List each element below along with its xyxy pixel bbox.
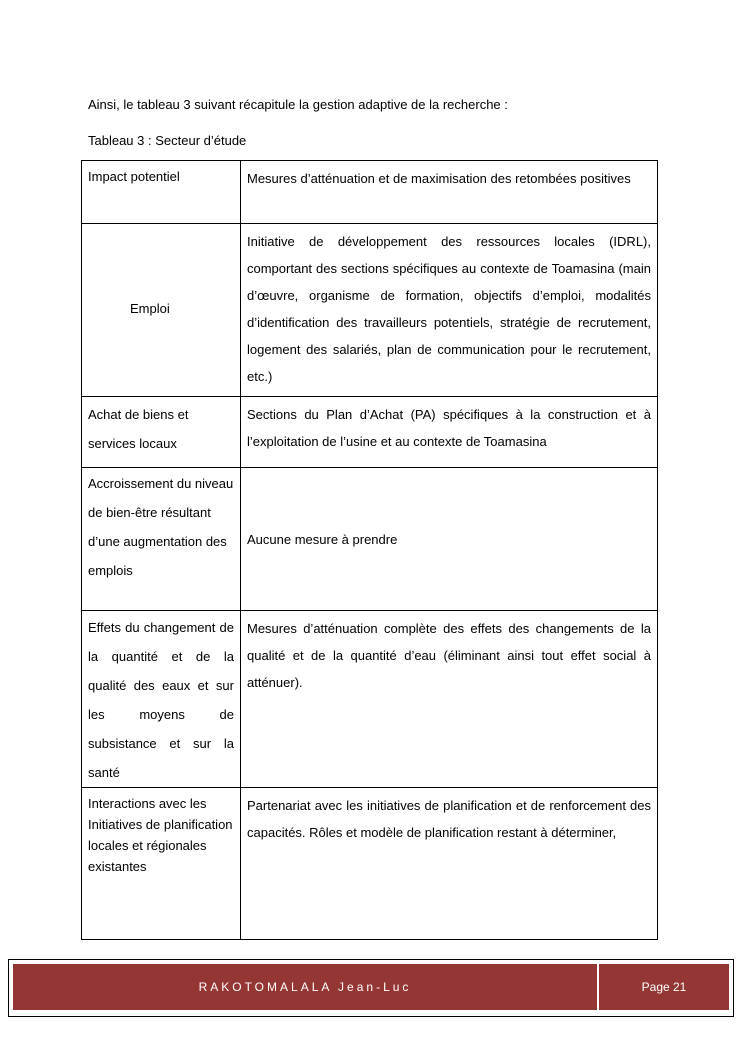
footer-page-number: Page 21 [599,964,729,1010]
row-bienetre-measure-text: Aucune mesure à prendre [247,531,398,547]
row-achat-impact [82,397,241,468]
row-bienetre-impact-text: Accroissement du niveau de bien-être résultant d’une augmentation des emplois [88,476,234,578]
row-achat-impact-text: Achat de biens et services locaux [88,407,189,451]
header-measures-text: Mesures d’atténuation et de maximisation des retombées positives [247,171,631,186]
row-achat-measure [241,397,658,468]
page-footer [8,959,734,1017]
row-eaux-measure-text: Mesures d’atténuation complète des effets des changements de la qualité et de la quantité d’eau (éliminant ainsi tout effet social à atténuer). [247,621,651,690]
row-interactions-measure-text: Partenariat avec les initiatives de planification et de renforcement des capacités. Rôles et modèle de planification restant à déterminer, [247,798,651,840]
table-row [82,397,658,468]
measures-table [81,160,658,940]
row-emploi-measure-text: Initiative de développement des ressources locales (IDRL), comportant des sections spécifiques au contexte de Toamasina (main d’œuvre, organisme de formation, objectifs d’emploi, modalités d’identification des travailleurs potentiels, stratégie de recrutement, logement des salariés, plan de communication pour le recrutement, etc.) [247,234,651,384]
row-interactions-impact-text: Interactions avec les Initiatives de planification locales et régionales existantes [88,796,233,874]
intro-paragraph: Ainsi, le tableau 3 suivant récapitule la gestion adaptive de la recherche : [88,97,508,112]
header-measures [241,161,658,224]
row-interactions-impact [82,788,241,940]
table-row [82,788,658,940]
row-bienetre-measure [241,468,658,611]
table-caption: Tableau 3 : Secteur d’étude [88,133,247,148]
table-header-row [82,161,658,224]
row-interactions-measure [241,788,658,940]
row-eaux-impact [82,611,241,788]
footer-author: RAKOTOMALALA Jean-Luc [13,964,597,1010]
table-row [82,611,658,788]
row-achat-measure-text: Sections du Plan d’Achat (PA) spécifiques à la construction et à l’exploitation de l’usine et au contexte de Toamasina [247,407,651,449]
row-emploi-impact-text: Emploi [130,301,170,316]
header-impact-text: Impact potentiel [88,169,180,184]
row-eaux-impact-text: Effets du changement de la quantité et de la qualité des eaux et sur les moyens de subsistance et sur la santé [88,620,234,780]
header-impact [82,161,241,224]
row-eaux-measure [241,611,658,788]
row-emploi-impact [82,224,241,397]
row-emploi-measure [241,224,658,397]
table-row [82,224,658,397]
row-bienetre-impact [82,468,241,611]
table-row [82,468,658,611]
